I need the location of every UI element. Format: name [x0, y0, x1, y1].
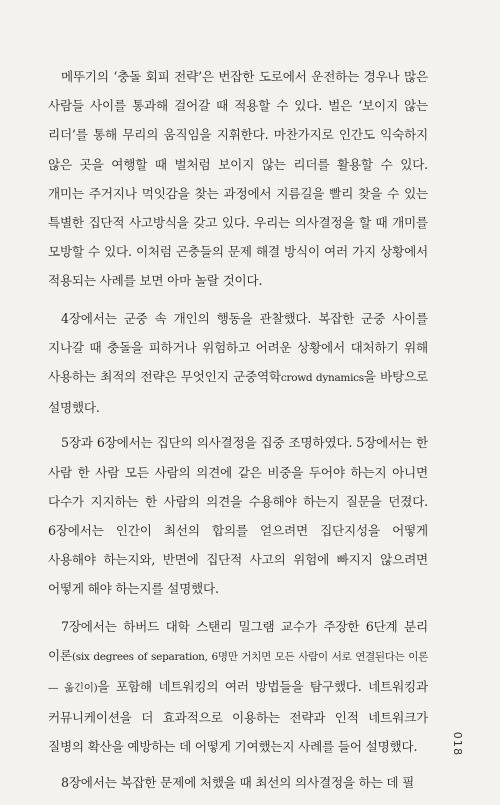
paragraph: [48, 428, 428, 605]
paragraph-text: 5장과 6장에서는 집단의 의사결정을 집중 조명하였다. 5장에서는 한 사람 한 사람 모든 사람의 의견에 같은 비중을 두어야 하는지 아니면 다수가 지지하는 한 사람의 의견을 수용해야 하는지 질문을 던졌다. 6장에서는 인간이 최선의 합의를 얻으려면 집단지성을 어떻게 사용해야 하는지와, 반면에 집단적 사고의 위험에 빠지지 않으려면 어떻게 해야 하는지를 설명했다.: [48, 435, 428, 597]
page-number: 018: [451, 731, 465, 757]
paragraph-text: 메뚜기의 ‘충돌 회피 전략’은 번잡한 도로에서 운전하는 경우나 많은 사람들 사이를 통과해 걸어갈 때 적용할 수 있다. 벌은 ‘보이지 않는 리더’를 통해 무리의 움직임을 지휘한다. 마찬가지로 인간도 익숙하지 않은 곳을 여행할 때 벌처럼 보이지 않는 리더를 활용할 수 있다. 개미는 주거지나 먹잇감을 찾는 과정에서 지름길을 빨리 찾을 수 있는 특별한 집단적 사고방식을 갖고 있다. 우리는 의사결정을 할 때 개미를 모방할 수 있다. 이처럼 곤충들의 문제 해결 방식이 여러 가지 상황에서 적용되는 사례를 보면 아마 놀랄 것이다.: [48, 69, 428, 289]
paragraph-text-continued: 을 포함해 네트워킹의 여러 방법들을 탐구했다. 네트워킹과 커뮤니케이션을 더 효과적으로 이용하는 전략과 인적 네트워크가 질병의 확산을 예방하는 데 어떻게 기여했는지 사례를 들어 설명했다.: [48, 679, 428, 755]
paragraph-annotation: crowd dynamics: [280, 372, 364, 385]
paragraph: [48, 304, 428, 423]
paragraph: [48, 768, 428, 799]
paragraph: [48, 612, 428, 762]
paragraph-text: 7장에서는 하버드 대학 스탠리 밀그램 교수가 주장한 6단계 분리 이론: [48, 618, 428, 663]
paragraph-annotation: (six degrees of separation, 6명만 거치면 모든 사람이 서로 연결된다는 이론 — 옮긴이): [48, 650, 428, 695]
paragraph: [48, 62, 428, 298]
body-text: [48, 62, 428, 805]
paragraph-text: 4장에서는 군중 속 개인의 행동을 관찰했다. 복잡한 군중 사이를 지나갈 때 충돌을 피하거나 위험하고 어려운 상황에서 대처하기 위해 사용하는 최적의 전략은 무엇인지 군중역학: [48, 310, 428, 385]
paragraph-text: 8장에서는 복잡한 문제에 처했을 때 최선의 의사결정을 하는 데 필: [61, 774, 415, 790]
paragraph-text-continued: 을 바탕으로 설명했다.: [48, 369, 429, 416]
